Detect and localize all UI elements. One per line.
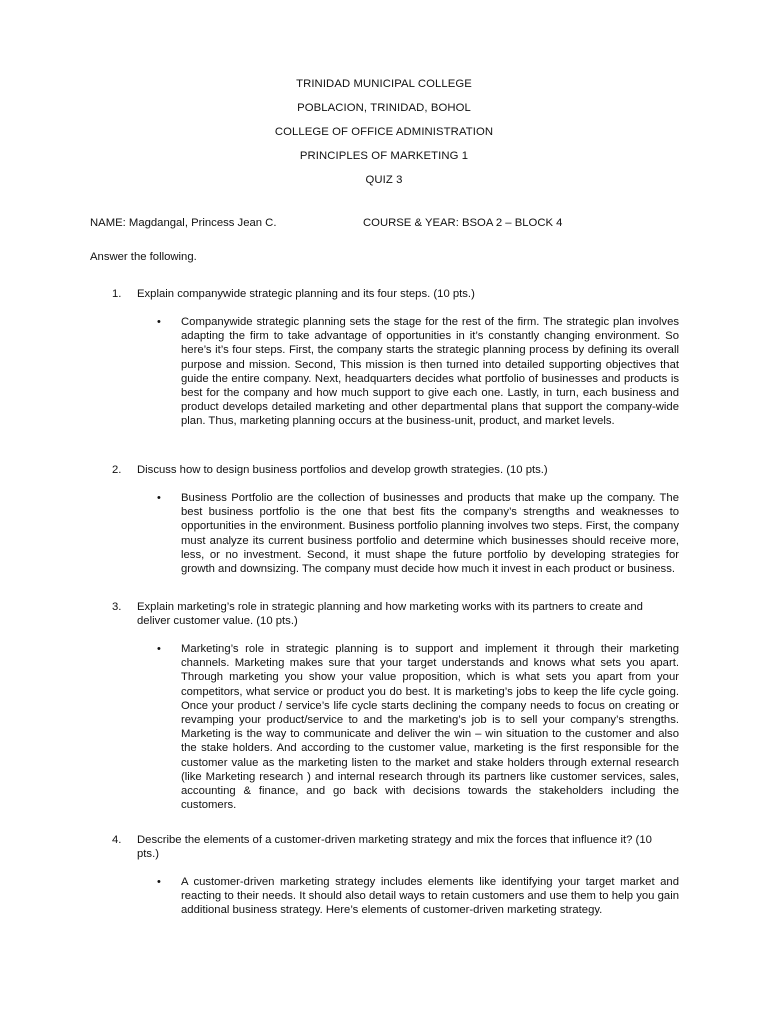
question-4 [112, 833, 672, 861]
answer-4 [157, 875, 679, 918]
bullet-icon: • [157, 316, 161, 328]
question-text: Explain companywide strategic planning and its four steps. (10 pts.) [137, 288, 475, 300]
question-number: 3. [112, 601, 122, 613]
question-number: 1. [112, 288, 122, 300]
question-number: 2. [112, 464, 122, 476]
answer-1 [157, 315, 679, 429]
college-name: TRINIDAD MUNICIPAL COLLEGE [296, 78, 472, 90]
answer-text: Marketing’s role in strategic planning is to support and implement it through their marketing channels. Marketing makes sure that your target understands and knows what sets you apart. Through marketing you show your value proposition, which is what sets you apart from your competitors, what service or product you do best. It is marketing’s jobs to keep the life cycle going. Once your product / service’s life cycle starts declining the company needs to focus on creating or revamping your product/service to and the marketing’s job is to sell your company’s strengths. Marketing is the way to communicate and deliver the win – win situation to the customer and also the stake holders. And according to the customer value, marketing is the first responsible for the customer value as the marketing listen to the market and stake holders through external research (like Marketing research ) and internal research through its partners like customer services, sales, accounting & finance, and go back with decisions towards the stakeholders including the customers. [181, 643, 679, 812]
instruction-text: Answer the following. [90, 251, 197, 263]
question-1 [112, 287, 672, 301]
question-number: 4. [112, 834, 122, 846]
quiz-title: QUIZ 3 [365, 174, 403, 186]
college-address: POBLACION, TRINIDAD, BOHOL [297, 102, 471, 114]
question-text: Discuss how to design business portfolios and develop growth strategies. (10 pts.) [137, 464, 548, 476]
answer-2 [157, 491, 679, 576]
question-3 [112, 600, 672, 628]
answer-text: A customer-driven marketing strategy includes elements like identifying your target market and reacting to their needs. It should also detail ways to retain customers and use them to help you gain additional business strategy. Here’s elements of customer-driven marketing strategy. [181, 876, 679, 917]
course-subject: PRINCIPLES OF MARKETING 1 [299, 150, 469, 162]
student-name: NAME: Magdangal, Princess Jean C. [90, 217, 277, 229]
bullet-icon: • [157, 492, 161, 504]
question-2 [112, 463, 672, 477]
course-year: COURSE & YEAR: BSOA 2 – BLOCK 4 [363, 217, 563, 229]
answer-text: Business Portfolio are the collection of businesses and products that make up the company. The best business portfolio is the one that best fits the company’s strengths and weaknesses to opportunities in the environment. Business portfolio planning involves two steps. First, the company must analyze its current business portfolio and determine which businesses should receive more, less, or no investment. Second, it must shape the future portfolio by developing strategies for growth and downsizing. The company must decide how much it invest in each product or business. [181, 492, 679, 576]
department-name: COLLEGE OF OFFICE ADMINISTRATION [274, 126, 494, 138]
bullet-icon: • [157, 643, 161, 655]
document-header [0, 72, 768, 192]
question-text: Describe the elements of a customer-driven marketing strategy and mix the forces that influence it? (10 pts.) [137, 834, 652, 860]
bullet-icon: • [157, 876, 161, 888]
question-text: Explain marketing’s role in strategic planning and how marketing works with its partners to create and deliver customer value. (10 pts.) [137, 601, 643, 627]
answer-text: Companywide strategic planning sets the stage for the rest of the firm. The strategic plan involves adapting the firm to take advantage of opportunities in it’s constantly changing environment. So here’s it’s four steps. First, the company starts the strategic planning process by defining its overall purpose and mission. Second, This mission is then turned into detailed supporting objectives that guide the entire company. Next, headquarters decides what portfolio of businesses and products is best for the company and how much support to give each one. Lastly, in turn, each business and product develops detailed marketing and other departmental plans that support the company-wide plan. Thus, marketing planning occurs at the business-unit, product, and market levels. [181, 316, 679, 428]
answer-3 [157, 642, 679, 812]
